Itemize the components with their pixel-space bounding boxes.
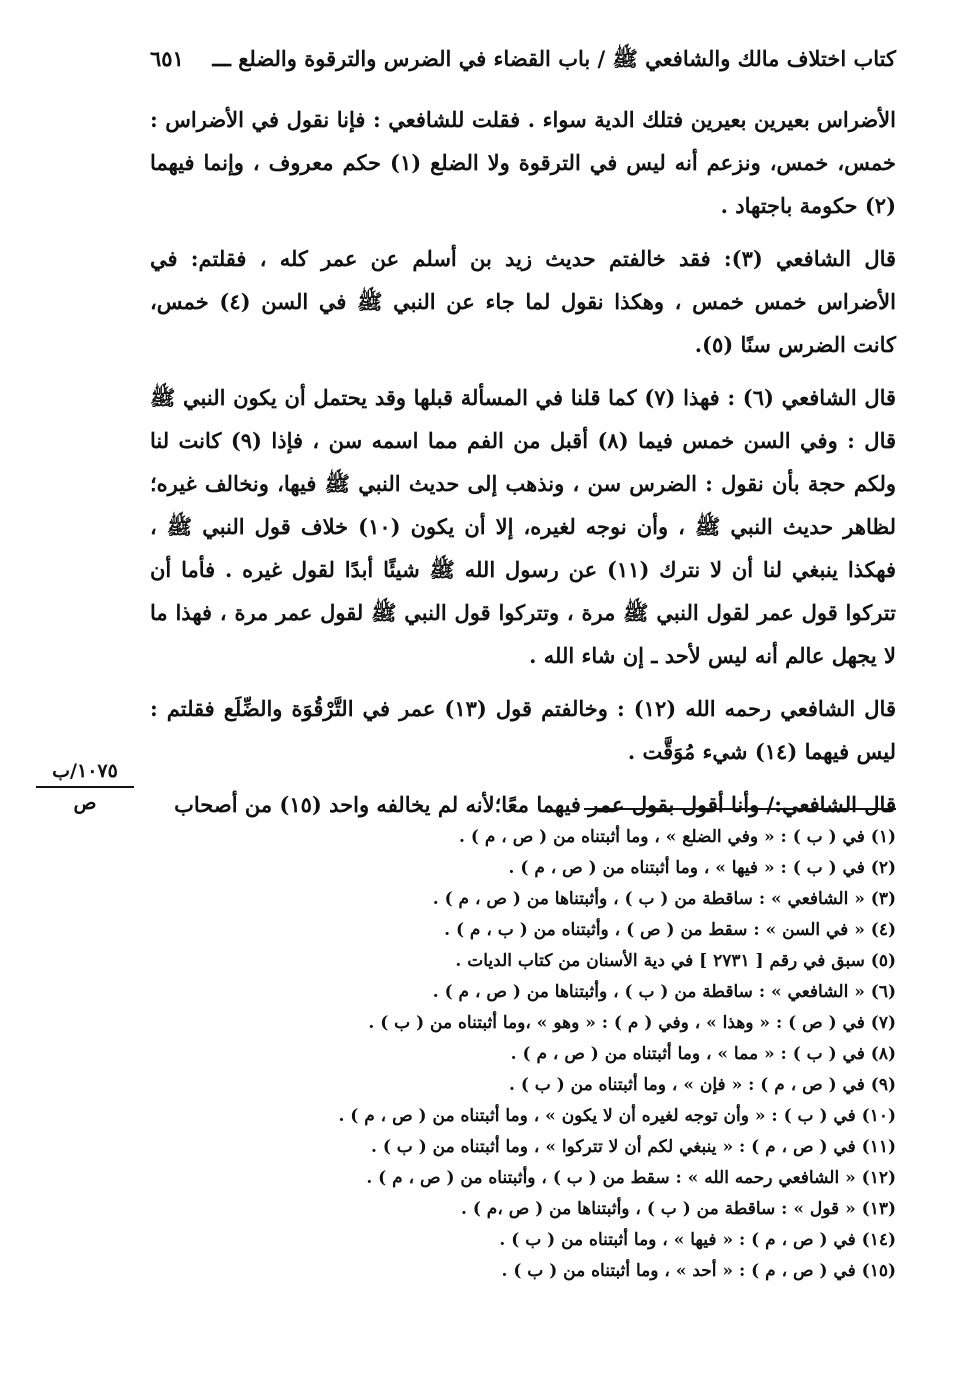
paragraph <box>150 376 896 677</box>
header-title: كتاب اختلاف مالك والشافعي ﷺ / باب القضاء في الضرس والترقوة والضلع ـــ <box>212 46 896 71</box>
footnote: (١١) في ( ص ، م ) : « ينبغي لكم أن لا تتركوا » ، وما أثبتناه من ( ب ) . <box>371 1137 896 1157</box>
footnote: (٨) في ( ب ) : « مما » ، وما أثبتناه من ( ص ، م ) . <box>510 1044 896 1064</box>
manuscript-folio-note <box>30 756 140 818</box>
main-text <box>150 98 896 836</box>
footnotes <box>150 822 896 1287</box>
manuscript-siglum: ص <box>73 792 97 814</box>
paragraph-text: فهذا (٧) كما قلنا في المسألة قبلها وقد يحتمل أن يكون النبي ﷺ قال : وفي السن خمس فيما (٨) أقبل من الفم مما اسمه سن ، فإذا (٩) كانت لنا ولكم حجة بأن نقول : الضرس سن ، ونذهب إلى حديث النبي ﷺ فيها، ونخالف غيره؛ لظاهر حديث النبي ﷺ ، وأن نوجه لغيره، إلا أن يكون (١٠) خلاف قول النبي ﷺ ، فهكذا ينبغي لنا أن لا نترك (١١) عن رسول الله ﷺ شيئًا أبدًا لقول غيره . فأما أن تتركوا قول عمر لقول النبي ﷺ مرة ، وتتركوا قول النبي ﷺ لقول عمر مرة ، فهذا ما لا يجهل عالم أنه ليس لأحد ـ إن شاء الله . <box>150 385 897 668</box>
paragraph <box>150 237 896 366</box>
footnote: (١٢) « الشافعي رحمه الله » : سقط من ( ب ) ، وأثبتناه من ( ص ، م ) . <box>366 1168 896 1188</box>
footnote: (١٤) في ( ص ، م ) : « فيها » ، وما أثبتناه من ( ب ) . <box>499 1230 896 1250</box>
footnote: (٩) في ( ص ، م ) : « فإن » ، وما أثبتناه من ( ب ) . <box>509 1075 896 1095</box>
speaker-label: قال الشافعي (٣): <box>723 246 897 271</box>
footnote: (٣) « الشافعي » : ساقطة من ( ب ) ، وأثبتناها من ( ص ، م ) . <box>432 889 896 909</box>
footnote-divider <box>584 808 896 810</box>
speaker-label: قال الشافعي:/ <box>766 792 896 817</box>
folio-reference: ١٠٧٥/ب <box>36 756 134 788</box>
page-number: ٦٥١ <box>150 46 184 71</box>
footnote: (١٥) في ( ص ، م ) : « أحد » ، وما أثبتناه من ( ب ) . <box>501 1261 896 1281</box>
footnote: (٤) « في السن » : سقط من ( ص ) ، وأثبتناه من ( ب ، م ) . <box>444 920 896 940</box>
footnote: (١٠) في ( ب ) : « وأن توجه لغيره أن لا يكون » ، وما أثبتناه من ( ص ، م ) . <box>338 1106 896 1126</box>
paragraph <box>150 783 896 826</box>
footnote: (٦) « الشافعي » : ساقطة من ( ب ) ، وأثبتناها من ( ص ، م ) . <box>432 982 896 1002</box>
running-header <box>150 46 896 77</box>
footnote: (١٣) « قول » : ساقطة من ( ب ) ، وأثبتناها من ( ص ،م ) . <box>461 1199 896 1219</box>
speaker-label: قال الشافعي رحمه الله (١٢) : <box>616 696 896 721</box>
paragraph-text: الأضراس بعيرين بعيرين فتلك الدية سواء . فقلت للشافعي : فإنا نقول في الأضراس : خمس، خمس، ونزعم أنه ليس في الترقوة ولا الضلع (١) حكم معروف ، وإنما فيهما (٢) حكومة باجتهاد . <box>150 107 897 218</box>
footnote: (٧) في ( ص ) : « وهذا » ، وفي ( م ) : « وهو » ،وما أثبتناه من ( ب ) . <box>368 1013 896 1033</box>
paragraph <box>150 687 896 773</box>
footnote: (٥) سبق في رقم [ ٢٧٣١ ] في دية الأسنان من كتاب الديات . <box>455 951 896 971</box>
speaker-label: قال الشافعي (٦) : <box>727 385 897 410</box>
footnote: (٢) في ( ب ) : « فيها » ، وما أثبتناه من ( ص ، م ) . <box>508 858 896 878</box>
footnote: (١) في ( ب ) : « وفي الضلع » ، وما أثبتناه من ( ص ، م ) . <box>459 827 896 847</box>
paragraph-text: وخالفتم قول (١٣) عمر في التَّرْقُوَة والضِّلَع فقلتم : ليس فيهما (١٤) شيء مُوَقَّت . <box>150 696 896 764</box>
paragraph-text: فقد خالفتم حديث زيد بن أسلم عن عمر كله ، فقلتم: في الأضراس خمس خمس ، وهكذا نقول لما جاء عن النبي ﷺ في السن (٤) خمس، كانت الضرس سنًا (٥). <box>150 246 896 357</box>
paragraph-text: وأنا أقول بقول عمر فيهما معًا؛لأنه لم يخالفه واحد (١٥) من أصحاب <box>174 792 760 817</box>
paragraph <box>150 98 896 227</box>
